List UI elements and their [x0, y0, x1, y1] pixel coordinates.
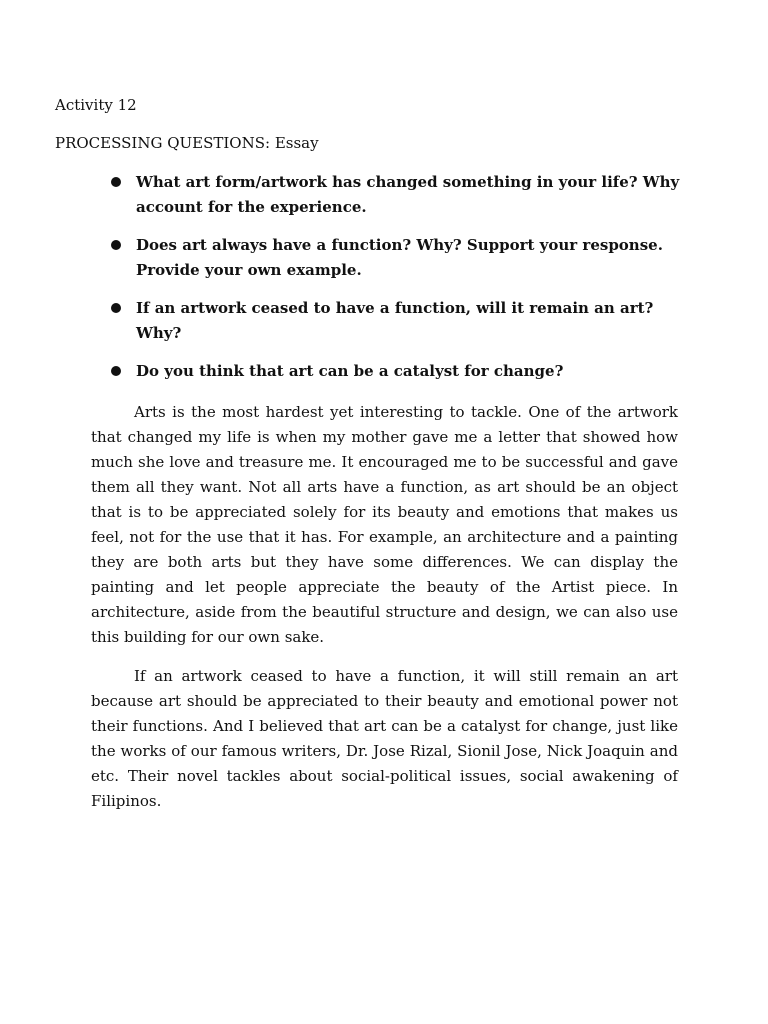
question-item: [136, 359, 696, 384]
question-text: If an artwork ceased to have a function, will it remain an art? Why?: [136, 299, 654, 342]
bullet-icon: [111, 240, 121, 250]
bullet-icon: [111, 177, 121, 187]
question-text: What art form/artwork has changed something in your life? Why account for the experience.: [136, 173, 680, 216]
question-text: Do you think that art can be a catalyst for change?: [136, 362, 564, 380]
question-text: Does art always have a function? Why? Support your response. Provide your own example.: [136, 236, 663, 279]
activity-title: Activity 12: [55, 96, 137, 114]
question-item: [136, 296, 696, 346]
bullet-icon: [111, 366, 121, 376]
question-list: [136, 170, 696, 397]
essay-paragraph: Arts is the most hardest yet interesting to tackle. One of the artwork that changed my life is when my mother gave me a letter that showed how much she love and treasure me. It encouraged me to be successful and gave them all they want. Not all arts have a function, as art should be an object that is to be appreciated solely for its beauty and emotions that makes us feel, not for the use that it has. For example, an architecture and a painting they are both arts but they have some differences. We can display the painting and let people appreciate the beauty of the Artist piece. In architecture, aside from the beautiful structure and design, we can also use this building for our own sake.: [91, 403, 678, 646]
question-item: [136, 170, 696, 220]
essay-paragraph: If an artwork ceased to have a function, it will still remain an art because art should be appreciated to their beauty and emotional power not their functions. And I believed that art can be a catalyst for change, just like the works of our famous writers, Dr. Jose Rizal, Sionil Jose, Nick Joaquin and etc. Their novel tackles about social-political issues, social awakening of Filipinos.: [91, 667, 678, 810]
question-item: [136, 233, 696, 283]
section-heading: PROCESSING QUESTIONS: Essay: [55, 134, 319, 152]
essay-body: [91, 400, 678, 828]
bullet-icon: [111, 303, 121, 313]
